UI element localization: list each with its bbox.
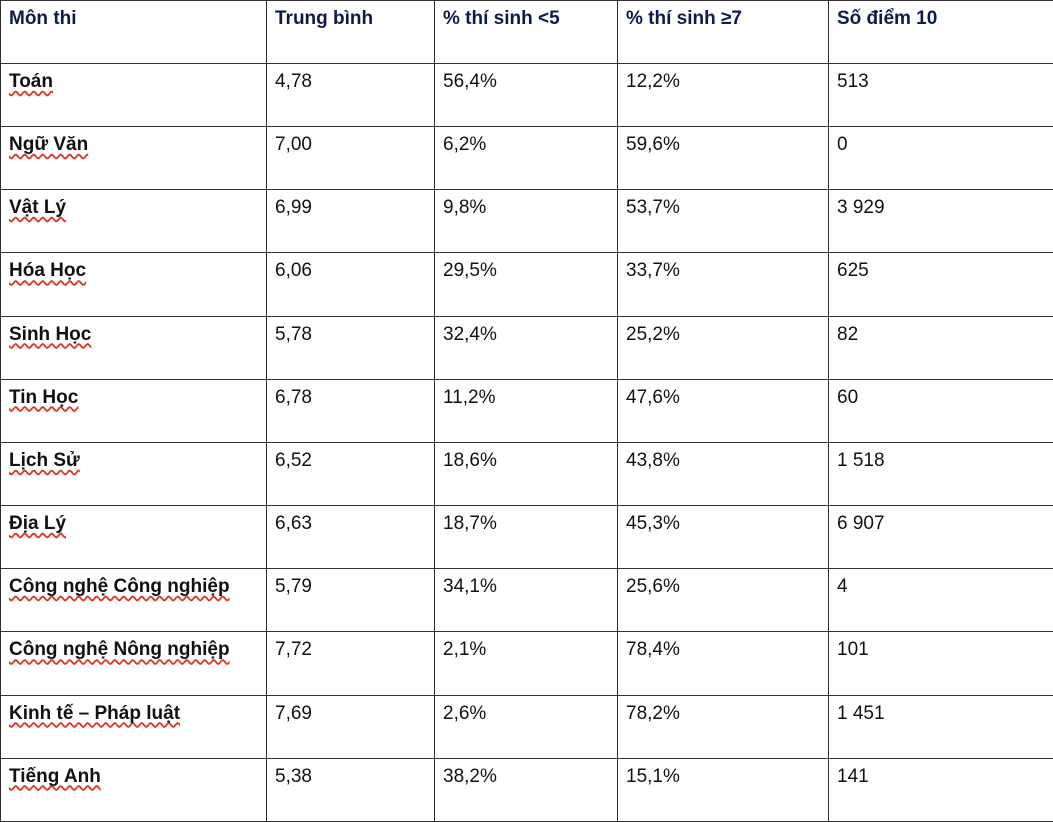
cell-subject (1, 253, 267, 316)
table-row (1, 127, 1053, 190)
table-row (1, 316, 1053, 379)
cell-perfect: 60 (829, 379, 1053, 442)
cell-perfect: 3 929 (829, 190, 1053, 253)
column-header-below5: % thí sinh <5 (435, 1, 618, 64)
table-header-row (1, 1, 1053, 64)
cell-atleast7: 43,8% (618, 442, 829, 505)
cell-atleast7: 45,3% (618, 506, 829, 569)
cell-average: 7,72 (267, 632, 435, 695)
cell-average: 5,79 (267, 569, 435, 632)
table-row (1, 379, 1053, 442)
subject-text: Lịch Sử (9, 449, 80, 471)
cell-average: 7,69 (267, 695, 435, 758)
subject-text: Ngữ Văn (9, 134, 89, 156)
column-header-average: Trung bình (267, 1, 435, 64)
cell-below5: 6,2% (435, 127, 618, 190)
cell-atleast7: 78,4% (618, 632, 829, 695)
cell-below5: 18,6% (435, 442, 618, 505)
subject-text: Công nghệ Công nghiệp (9, 576, 230, 598)
table-body (1, 64, 1053, 822)
cell-average: 4,78 (267, 64, 435, 127)
cell-atleast7: 15,1% (618, 758, 829, 821)
table-row (1, 190, 1053, 253)
cell-subject (1, 506, 267, 569)
cell-average: 5,78 (267, 316, 435, 379)
table-row (1, 506, 1053, 569)
cell-subject (1, 758, 267, 821)
subject-text: Toán (9, 71, 53, 92)
cell-below5: 11,2% (435, 379, 618, 442)
subject-text: Hóa Học (9, 260, 87, 282)
table-row (1, 569, 1053, 632)
cell-perfect: 6 907 (829, 506, 1053, 569)
cell-below5: 2,6% (435, 695, 618, 758)
table-row (1, 64, 1053, 127)
cell-perfect: 0 (829, 127, 1053, 190)
table-row (1, 632, 1053, 695)
cell-subject (1, 632, 267, 695)
cell-perfect: 141 (829, 758, 1053, 821)
subject-text: Công nghệ Nông nghiệp (9, 639, 230, 661)
cell-atleast7: 25,2% (618, 316, 829, 379)
table-row (1, 253, 1053, 316)
cell-below5: 38,2% (435, 758, 618, 821)
cell-average: 5,38 (267, 758, 435, 821)
table-row (1, 695, 1053, 758)
cell-atleast7: 59,6% (618, 127, 829, 190)
cell-perfect: 1 451 (829, 695, 1053, 758)
cell-atleast7: 78,2% (618, 695, 829, 758)
cell-perfect: 1 518 (829, 442, 1053, 505)
cell-average: 6,52 (267, 442, 435, 505)
column-header-atleast7: % thí sinh ≥7 (618, 1, 829, 64)
column-header-perfect: Số điểm 10 (829, 1, 1053, 64)
cell-below5: 18,7% (435, 506, 618, 569)
cell-atleast7: 25,6% (618, 569, 829, 632)
cell-subject (1, 695, 267, 758)
cell-average: 7,00 (267, 127, 435, 190)
cell-perfect: 4 (829, 569, 1053, 632)
cell-average: 6,99 (267, 190, 435, 253)
cell-average: 6,63 (267, 506, 435, 569)
cell-below5: 9,8% (435, 190, 618, 253)
cell-below5: 2,1% (435, 632, 618, 695)
cell-average: 6,78 (267, 379, 435, 442)
cell-below5: 34,1% (435, 569, 618, 632)
cell-perfect: 101 (829, 632, 1053, 695)
subject-text: Tin Học (9, 386, 79, 408)
cell-perfect: 513 (829, 64, 1053, 127)
cell-atleast7: 33,7% (618, 253, 829, 316)
cell-perfect: 82 (829, 316, 1053, 379)
table-row (1, 442, 1053, 505)
subject-text: Sinh Học (9, 323, 92, 345)
cell-average: 6,06 (267, 253, 435, 316)
table-header (1, 1, 1053, 64)
table-row (1, 758, 1053, 821)
cell-below5: 29,5% (435, 253, 618, 316)
cell-perfect: 625 (829, 253, 1053, 316)
cell-subject (1, 190, 267, 253)
cell-atleast7: 47,6% (618, 379, 829, 442)
column-header-subject: Môn thi (1, 1, 267, 64)
cell-subject (1, 316, 267, 379)
cell-subject (1, 64, 267, 127)
subject-text: Địa Lý (9, 513, 67, 535)
cell-subject (1, 379, 267, 442)
subject-text: Tiếng Anh (9, 765, 101, 787)
cell-below5: 56,4% (435, 64, 618, 127)
subject-text: Vật Lý (9, 197, 67, 219)
cell-atleast7: 53,7% (618, 190, 829, 253)
subject-text: Kinh tế – Pháp luật (9, 702, 181, 724)
cell-below5: 32,4% (435, 316, 618, 379)
cell-subject (1, 569, 267, 632)
cell-atleast7: 12,2% (618, 64, 829, 127)
cell-subject (1, 442, 267, 505)
cell-subject (1, 127, 267, 190)
